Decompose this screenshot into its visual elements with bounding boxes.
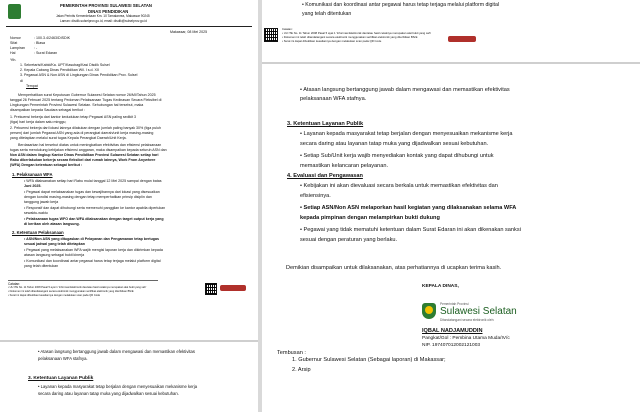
footer-line: • Surat ini dapat dibuktikan keasliannya dengan melakukan scan pada QR Code — [282, 39, 382, 43]
sec4-line: efisiensinya. — [300, 193, 331, 199]
section-2-title: 2. Ketentuan Pelaksanaan — [12, 230, 64, 235]
meta-value: : - — [34, 46, 38, 50]
point-line: yang ditetapkan melalui surat tugas Kepala Perangkat Daerah/Unit Kerja. — [10, 136, 127, 140]
signer-name: IQBAL NADJAMUDDIN — [422, 328, 483, 334]
meta-value: : Biasa — [34, 41, 45, 45]
section-1-title: 1. Pelaksanaan WFA — [12, 172, 53, 177]
meta-value: : Surat Edaran — [34, 51, 58, 55]
tembusan-item: 1. Gubernur Sulawesi Selatan (Sebagai laporan) di Makassar; — [292, 357, 446, 363]
basis-line: Berdasarkan hal tersebut diatas untuk meningkatkan efektivitas dan efisiensi pelaksanaan — [18, 143, 162, 147]
sec1-line: • Pegawai dapat melaksanakan tugas dan kewajibannya dari lokasi yang disesuaikan — [24, 190, 160, 194]
basis-line: tugas serta mendukung kebijakan efisiensi anggaran, maka disampaikan kepada seluruh ASN dan — [10, 148, 167, 152]
basis-line: Non ASN dalam lingkup Kantor Dinas Pendidikan Provinsi Sulawesi Selatan setiap hari — [10, 153, 159, 157]
tembusan-title: Tembusan : — [277, 350, 306, 356]
header-gov: PEMERINTAH PROVINSI SULAWESI SELATAN — [60, 3, 152, 8]
stamp-name: Sulawesi Selatan — [440, 306, 517, 317]
tembusan-item: 2. Arsip — [292, 367, 311, 373]
sec1-line: di berikan oleh atasan langsung. — [24, 222, 80, 226]
recipient: 2. Kepala Cabang Dinas Pendidikan Wil. I s.d. XII — [20, 68, 99, 72]
sec1-line: Juni 2025. — [24, 184, 42, 188]
top-bullet-line: yang telah ditentukan — [302, 11, 352, 17]
sec4-line: • Pegawai yang tidak mematuhi ketentuan dalam Surat Edaran ini akan dikenakan sanksi — [300, 227, 521, 233]
sec1-line: • WFA dilaksanakan setiap hari Rabu mulai tanggal 12 Mei 2025 sampai dengan batas — [24, 179, 162, 183]
meta-label: Sifat — [10, 41, 18, 45]
tempat: Tempat — [26, 84, 38, 88]
footer-line: • Dokumen ini telah ditandatangani secara elektronik menggunakan sertifikat elektronik yang diterbitkan BSrE — [8, 290, 134, 293]
qr-code-icon — [205, 283, 217, 295]
sec4-line: • Setiap ASN/Non ASN melaporkan hasil kegiatan yang dilaksanakan selama WFA — [300, 205, 517, 211]
bsre-logo-icon — [448, 36, 476, 42]
header-dept: DINAS PENDIDIKAN — [88, 9, 129, 14]
bullet-a-line: • Atasan langsung bertanggung jawab dalam mengawasi dan memastikan efektivitas — [300, 87, 510, 93]
sec2-line: atasan langsung sebagai bukti kinerja — [24, 253, 85, 257]
stamp-note: Ditandatangani secara elektronik oleh: — [440, 318, 495, 322]
kepada: Yth. — [10, 58, 17, 62]
sec3-line-left: • Layanan kepada masyarakat tetap berjalan dengan menyesuaikan mekanisme kerja — [38, 384, 198, 389]
sec1-line: sewaktu-waktu — [24, 211, 48, 215]
sec4-line: sesuai dengan peraturan yang berlaku. — [300, 237, 398, 243]
sec1-line: • Pelaksanaan tugas WFO dan WFA dilaksanakan dengan target output kerja yang — [24, 217, 164, 221]
bullet-a-line: pelaksanaan WFA stafnya. — [300, 96, 367, 102]
footer-line: • UU ITE No. 11 Tahun 2008 Pasal 5 ayat 1 'Informasi Elektronik dan/atau hasil cetaknya merupakan alat bukti yang sah' — [8, 286, 147, 289]
sec3-line: memastikan kelancaran pelayanan. — [300, 163, 388, 169]
meta-label: Hal — [10, 51, 16, 55]
sec4-line: • Kebijakan ini akan dievaluasi secara berkala untuk memastikan efektivitas dan — [300, 183, 498, 189]
signer-rank: Pangkat/Gol : Pembina Utama Muda/IV/c — [422, 336, 510, 341]
recipient: 1. Sekretaris/Kabid/Ka. UPT/Kasubag/Kasi Disdik Sulsel — [20, 63, 110, 67]
point-line: 2. Pekuensi bekerja dari lokasi lainnya dilakukan dengan jumlah paling banyak 30% (tiga puluh — [10, 126, 162, 130]
intro-line: Memperhatikan surat Keputusan Gubernur Sulawesi Selatan nomor 26/MI/Tahun 2025 — [18, 93, 156, 97]
intro-line: tanggal 26 Februari 2025 tentang Pedoman Pelaksanaan Tugas Kedinasan Secara Fleksibel di — [10, 98, 162, 102]
place-date: Makassar, 08 Mei 2025 — [170, 30, 208, 34]
page-1 — [0, 0, 258, 412]
footer-line: • UU ITE No. 11 Tahun 2008 Pasal 5 ayat 1 'Informasi Elektronik dan/atau hasil cetaknya merupakan alat bukti yang sah' — [282, 31, 432, 35]
top-bullet-line: • Komunikasi dan koordinasi antar pegawai harus tetap terjaga melalui platform digital — [302, 2, 500, 8]
sec1-line: • Responsif dan dapat dihubungi serta memenuhi panggilan ke kantor apabila diperlukan — [24, 206, 166, 210]
footer-line: Catatan: — [8, 282, 21, 286]
sec2-line: yang telah ditentukan — [24, 264, 59, 268]
sec3-line-left: secara daring atau layanan tatap muka yang dijadwalkan sesuai kebutuhan. — [38, 391, 179, 396]
sec2-line: • Komunikasi dan koordinasi antar pegawai harus tetap terjaga melalui platform digital — [24, 259, 161, 263]
di: di — [20, 79, 23, 83]
sec4-line: kepada pimpinan dengan melampirkan bukti dukung — [300, 215, 440, 221]
sec3-line: • Setiap Sub/Unit kerja wajib menyediakan kontak yang dapat dihubungi untuk — [300, 153, 494, 159]
sec2-line: sesuai jadwal yang telah ditetapkan — [24, 242, 85, 246]
point-line: 1. Prekuensi bekerja dari kantor kedudukan tetap Pegawai ASN paling sedikit 3 — [10, 115, 137, 119]
signer-nip: NIP. 197407012002121003 — [422, 343, 481, 348]
qr-code-icon — [264, 28, 278, 42]
sign-title: KEPALA DINAS, — [422, 284, 459, 289]
page-2 — [262, 0, 640, 412]
section-3-title: 3. Ketentuan Layanan Publik — [287, 121, 364, 127]
basis-line: (WFA) Dengan ketentuan sebagai berikut : — [10, 163, 83, 167]
meta-label: Lampiran — [10, 46, 25, 50]
closing: Demikian disampaikan untuk dilaksanakan, atas perhatiannya di ucapkan terima kasih. — [286, 265, 502, 271]
cont-line: • Atasan langsung bertanggung jawab dalam mengawasi dan memastikan efektivitas — [38, 349, 195, 354]
stamp-gov: Pemerintah Provinsi — [440, 302, 469, 306]
recipient: 3. Pegawai ASN & Non ASN di Lingkungan Dinas Pendidikan Prov. Sulsel — [20, 73, 138, 77]
header-address: Jalan Perintis Kemerdekaan Km. 10 Tamalanrea, Makassar 90245 — [56, 14, 150, 18]
sec3-line: • Layanan kepada masyarakat tetap berjalan dengan menyesuaikan mekanisme kerja — [300, 131, 513, 137]
cont-line: pelaksanaan WFA stafnya. — [38, 356, 88, 361]
intro-line: disampaikan kepada Saudara sebagai berikut : — [10, 108, 85, 112]
sec3-line: secara daring atau layanan tatap muka yang dijadwalkan sesuai kebutuhan. — [300, 141, 489, 147]
point-line: (tiga) hari kerja dalam satu minggu; — [10, 120, 67, 124]
header-contact: Laman: disdik.sulselprov.go.id, email: disdik@sulselprov.go.id — [60, 19, 147, 23]
sec1-line: dengan kondisi masing-masing dengan tetap memperhatikan prinsip disiplin dan — [24, 195, 152, 199]
intro-line: Lingkungan Pemerintah Provinsi Sulawesi Selatan. Sehubungan hal tersebut, maka — [10, 103, 144, 107]
province-logo-icon — [8, 4, 21, 19]
footer-line: • Dokumen ini telah ditandatangani secara elektronik menggunakan sertifikat elektronik yang diterbitkan BSrE — [282, 35, 418, 39]
sec2-line: • Pegawai yang melaksanakan WFA wajib mengisi laporan kerja dan dikirimkan kepada — [24, 248, 163, 252]
sec2-line: • ASN/Non ASN yang ditugaskan di Pelayanan dan Pengamanan tetap bertugas — [24, 237, 159, 241]
meta-value: : 100.3.4/2463/DISDIK — [34, 36, 70, 40]
basis-line: Rabu diberlakukan bekerja secara fleksibel dari rumah lainnya, Work From Anywhere — [10, 158, 156, 162]
footer-line: • Surat ini dapat dibuktikan keasliannya dengan melakukan scan pada QR Code — [8, 294, 101, 297]
meta-label: Nomor — [10, 36, 21, 40]
section-3-title-left: 3. Ketentuan Layanan Publik — [28, 376, 94, 381]
province-seal-icon — [422, 303, 436, 319]
footer-line: Catatan: — [282, 27, 293, 31]
sec1-line: tanggung jawab kerja — [24, 200, 59, 204]
section-4-title: 4. Evaluasi dan Pengawasan — [287, 173, 363, 179]
bsre-logo-icon — [220, 285, 246, 291]
point-line: persen) dari jumlah Pegawai ASN yang ada di perangkat daerah/unit kerja masing-masing — [10, 131, 154, 135]
